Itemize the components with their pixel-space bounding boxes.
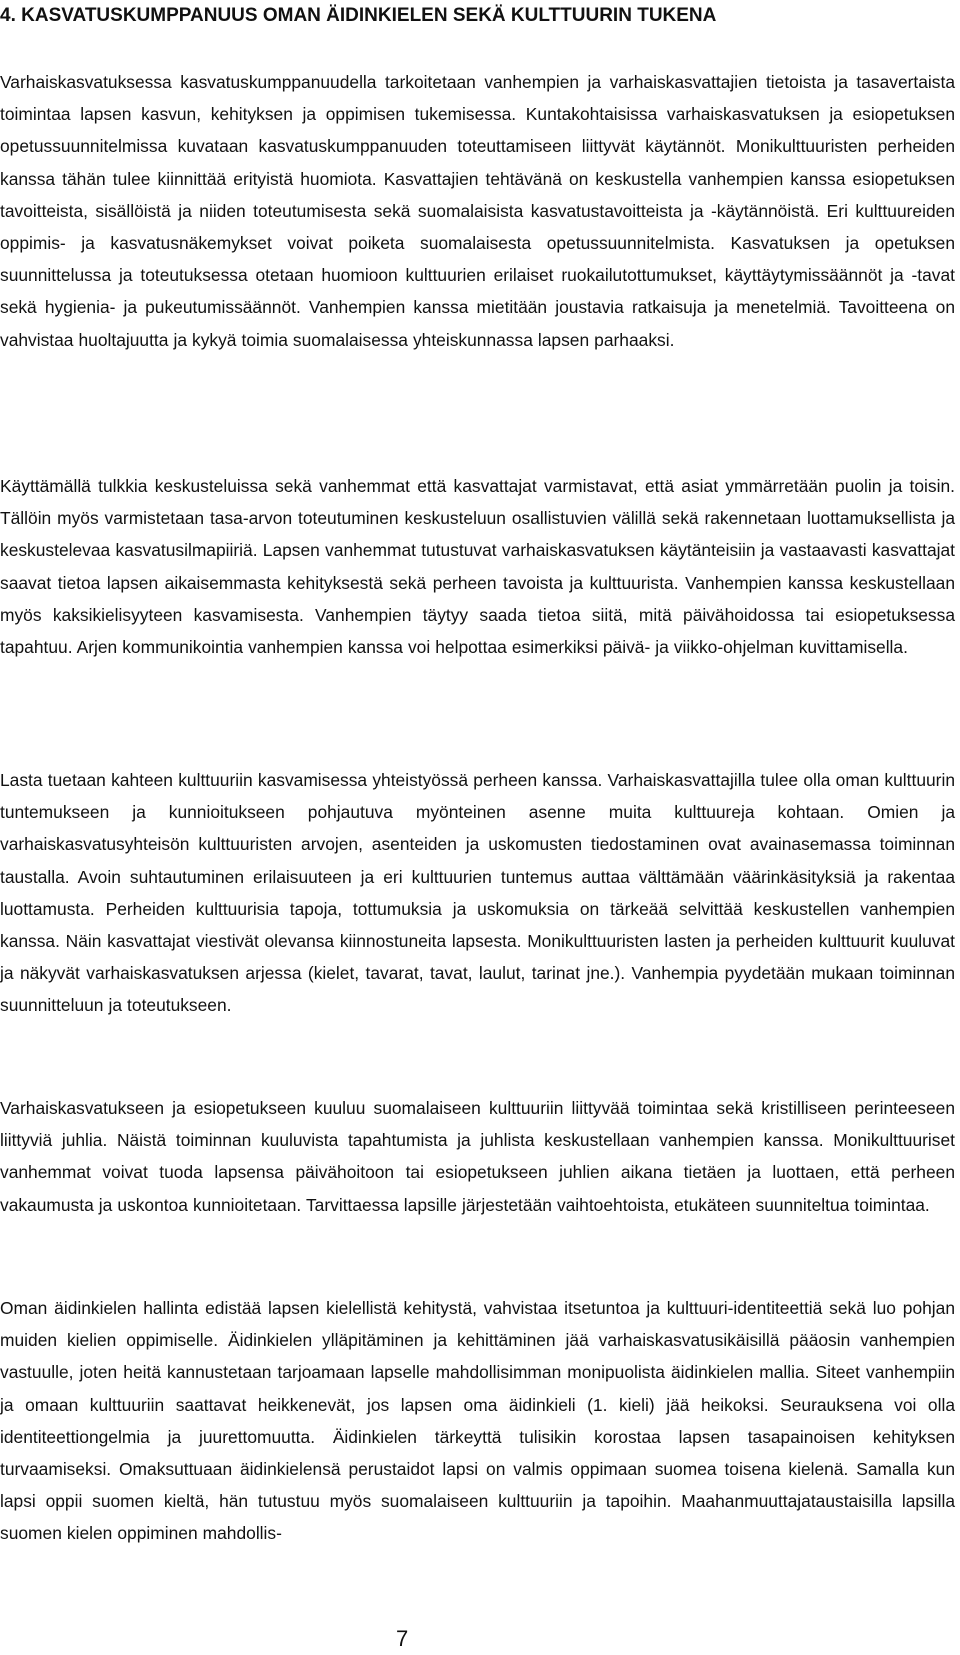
section-heading: 4. KASVATUSKUMPPANUUS OMAN ÄIDINKIELEN SEKÄ KULTTUURIN TUKENA xyxy=(0,5,717,26)
page-number: 7 xyxy=(396,1626,409,1651)
paragraph-3: Lasta tuetaan kahteen kulttuuriin kasvamisessa yhteistyössä perheen kanssa. Varhaiskasvattajilla tulee olla oman kulttuurin tuntemukseen ja kunnioitukseen pohjautuva myönteinen asenne muita kulttuureja kohtaan. Omien ja varhaiskasvatusyhteisön kulttuuristen arvojen, asenteiden ja uskomusten tiedostaminen ovat avainasemassa toiminnan taustalla. Avoin suhtautuminen erilaisuuteen ja eri kulttuurien tuntemus auttaa välttämään väärinkäsityksiä ja rakentaa luottamusta. Perheiden kulttuurisia tapoja, tottumuksia ja uskomuksia on tärkeää selvittää keskustellen vanhempien kanssa. Näin kasvattajat viestivät olevansa kiinnostuneita lapsesta. Monikulttuuristen lasten ja perheiden kulttuurit kuuluvat ja näkyvät varhaiskasvatuksen arjessa (kielet, tavarat, tavat, laulut, tarinat jne.). Vanhempia pyydetään mukaan toiminnan suunnitteluun ja toteutukseen. xyxy=(0,770,955,1016)
paragraph-5: Oman äidinkielen hallinta edistää lapsen kielellistä kehitystä, vahvistaa itsetuntoa ja kulttuuri-identiteettiä sekä luo pohjan muiden kielien oppimiselle. Äidinkielen ylläpitäminen ja kehittäminen jää varhaiskasvatusikäisillä pääosin vanhempien vastuulle, joten heitä kannustetaan tarjoamaan lapselle mahdollisimman monipuolista äidinkielen mallia. Siteet vanhempiin ja omaan kulttuuriin saattavat heikkenevät, jos lapsen oma äidinkieli (1. kieli) jää heikoksi. Seurauksena voi olla identiteettiongelmia ja juurettomuutta. Äidinkielen tärkeyttä tulisikin korostaa lapsen tasapainoisen kehityksen turvaamiseksi. Omaksuttuaan äidinkielensä perustaidot lapsi on valmis oppimaan suomea toisena kielenä. Samalla kun lapsi oppii suomen kieltä, hän tutustuu myös suomalaiseen kulttuuriin ja tapoihin. Maahanmuuttajataustaisilla lapsilla suomen kielen oppiminen mahdollis- xyxy=(0,1298,955,1544)
paragraph-1: Varhaiskasvatuksessa kasvatuskumppanuudella tarkoitetaan vanhempien ja varhaiskasvattajien tietoista ja tasavertaista toimintaa lapsen kasvun, kehityksen ja oppimisen tukemisessa. Kuntakohtaisissa varhaiskasvatuksen ja esiopetuksen opetussuunnitelmissa kuvataan kasvatuskumppanuuden toteuttamiseen liittyvät käytännöt. Monikulttuuristen perheiden kanssa tähän tulee kiinnittää erityistä huomiota. Kasvattajien tehtävänä on keskustella vanhempien kanssa esiopetuksen tavoitteista, sisällöistä ja niiden toteutumisesta sekä suomalaisista kasvatustavoitteista ja -käytännöistä. Eri kulttuureiden oppimis- ja kasvatusnäkemykset voivat poiketa suomalaisesta opetussuunnitelmista. Kasvatuksen ja opetuksen suunnittelussa ja toteutuksessa otetaan huomioon kulttuurien erilaiset ruokailutottumukset, käyttäytymissäännöt ja -tavat sekä hygienia- ja pukeutumissäännöt. Vanhempien kanssa mietitään joustavia ratkaisuja ja menetelmiä. Tavoitteena on vahvistaa huoltajuutta ja kykyä toimia suomalaisessa yhteiskunnassa lapsen parhaaksi. xyxy=(0,72,955,350)
paragraph-4: Varhaiskasvatukseen ja esiopetukseen kuuluu suomalaiseen kulttuuriin liittyvää toimintaa sekä kristilliseen perinteeseen liittyviä juhlia. Näistä toiminnan kuuluvista tapahtumista ja juhlista keskustellaan vanhempien kanssa. Monikulttuuriset vanhemmat voivat tuoda lapsensa päivähoitoon tai esiopetukseen juhlien aikana tietäen ja luottaen, että perheen vakaumusta ja uskontoa kunnioitetaan. Tarvittaessa lapsille järjestetään vaihtoehtoista, etukäteen suunniteltua toimintaa. xyxy=(0,1098,955,1215)
paragraph-2: Käyttämällä tulkkia keskusteluissa sekä vanhemmat että kasvattajat varmistavat, että asiat ymmärretään puolin ja toisin. Tällöin myös varmistetaan tasa-arvon toteutuminen keskusteluun osallistuvien välillä sekä rakennetaan luottamuksellista ja keskustelevaa kasvatusilmapiiriä. Lapsen vanhemmat tutustuvat varhaiskasvatuksen käytänteisiin ja vastaavasti kasvattajat saavat tietoa lapsen aikaisemmasta kehityksestä sekä perheen tavoista ja kulttuurista. Vanhempien kanssa keskustellaan myös kaksikielisyyteen kasvamisesta. Vanhempien täytyy saada tietoa siitä, mitä päivähoidossa tai esiopetuksessa tapahtuu. Arjen kommunikointia vanhempien kanssa voi helpottaa esimerkiksi päivä- ja viikko-ohjelman kuvittamisella. xyxy=(0,476,955,658)
